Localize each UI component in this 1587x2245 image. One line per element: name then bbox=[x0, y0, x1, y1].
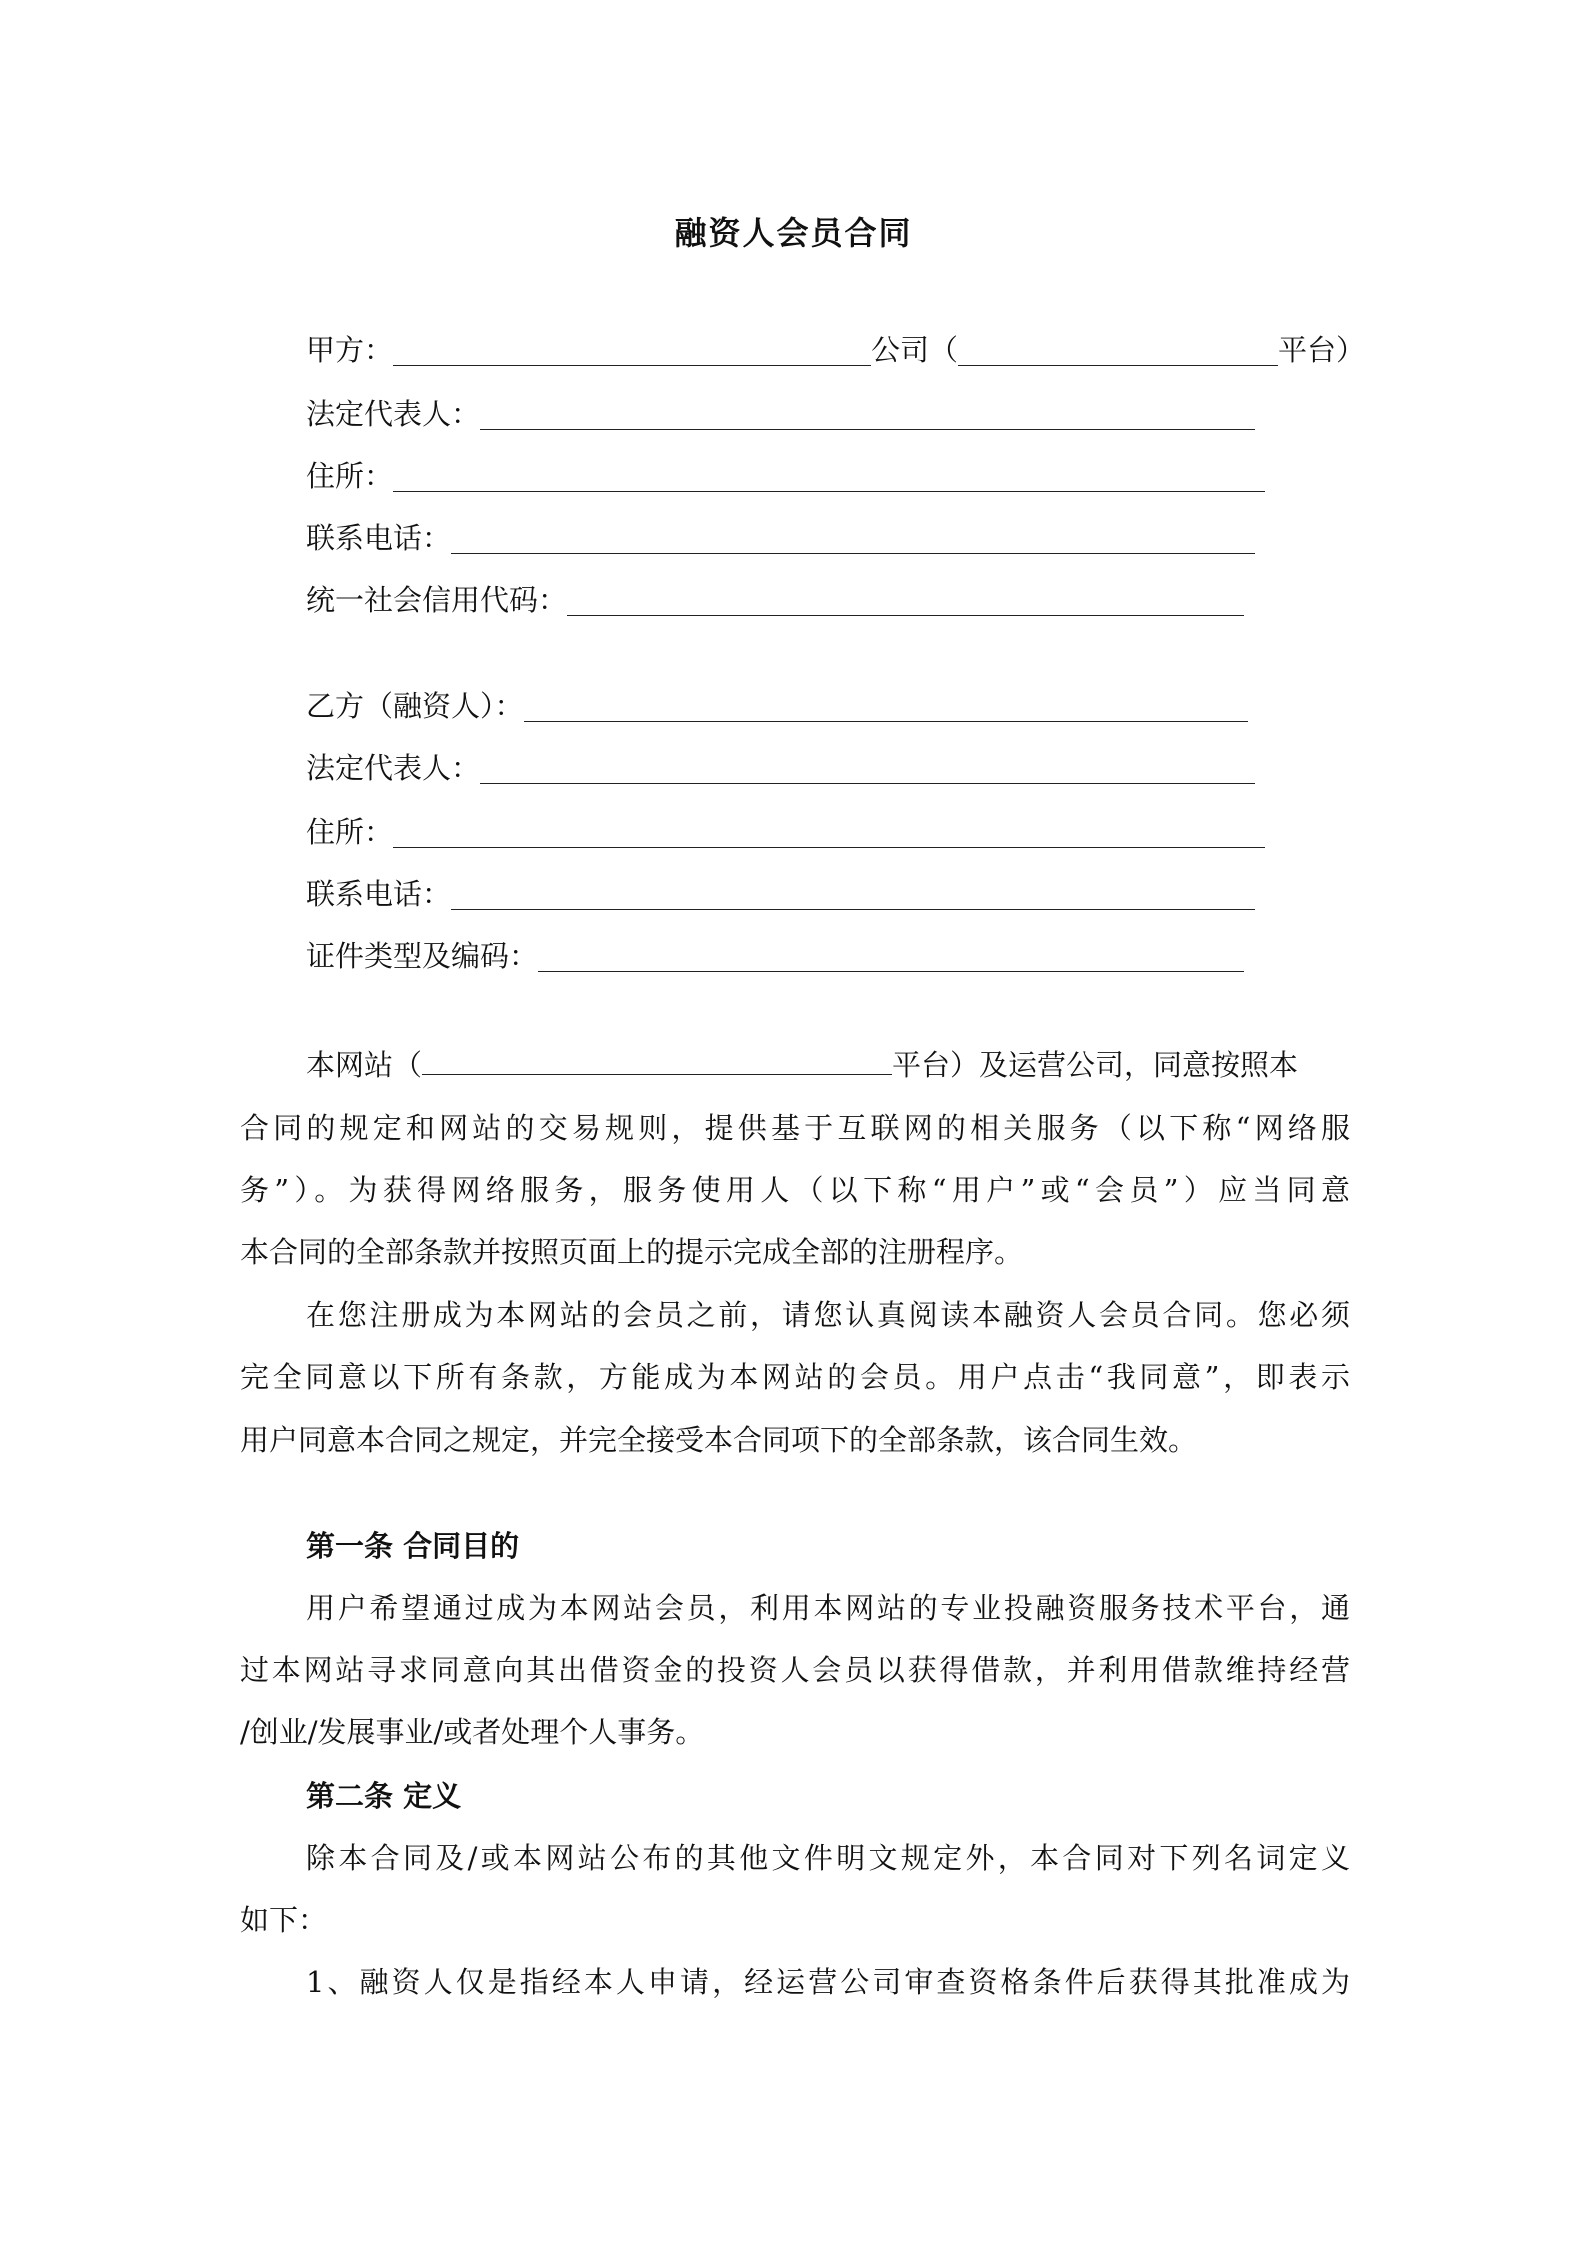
party-b-legal-rep-blank[interactable] bbox=[480, 753, 1255, 784]
party-a-platform-blank[interactable] bbox=[958, 335, 1278, 366]
party-b-legal-rep-label: 法定代表人： bbox=[306, 751, 481, 785]
party-a-phone-row bbox=[306, 518, 1255, 558]
party-a-phone-blank[interactable] bbox=[451, 523, 1255, 554]
intro-p2-line-2: 完全同意以下所有条款，方能成为本网站的会员。用户点击“我同意”，即表示 bbox=[240, 1360, 1350, 1394]
party-a-credit-code-blank[interactable] bbox=[567, 585, 1244, 616]
party-b-address-blank[interactable] bbox=[393, 817, 1265, 848]
intro-p2-line-3: 用户同意本合同之规定，并完全接受本合同项下的全部条款，该合同生效。 bbox=[240, 1423, 1198, 1457]
party-b-phone-blank[interactable] bbox=[451, 879, 1255, 910]
article-1-line-1: 用户希望通过成为本网站会员，利用本网站的专业投融资服务技术平台，通 bbox=[306, 1591, 1350, 1625]
article-2-line-3: 1、融资人仅是指经本人申请，经运营公司审查资格条件后获得其批准成为 bbox=[306, 1965, 1350, 1999]
article-2-line-1: 除本合同及/或本网站公布的其他文件明文规定外，本合同对下列名词定义 bbox=[306, 1841, 1350, 1875]
intro-line-2: 合同的规定和网站的交易规则，提供基于互联网的相关服务（以下称“网络服 bbox=[240, 1111, 1350, 1145]
document-title: 融资人会员合同 bbox=[674, 214, 913, 252]
intro-line-3: 务”）。为获得网络服务，服务使用人（以下称“用户”或“会员”）应当同意 bbox=[240, 1173, 1350, 1207]
intro-prefix: 本网站（ bbox=[306, 1048, 423, 1082]
article-1-heading: 第一条 合同目的 bbox=[306, 1529, 520, 1563]
intro-suffix: 平台）及运营公司，同意按照本 bbox=[892, 1048, 1299, 1082]
party-a-legal-rep-row bbox=[306, 394, 1255, 434]
party-a-row bbox=[306, 330, 1365, 370]
party-b-name-blank[interactable] bbox=[524, 691, 1248, 722]
party-b-name-row bbox=[306, 686, 1248, 726]
party-b-address-row bbox=[306, 812, 1265, 852]
party-b-id-blank[interactable] bbox=[538, 941, 1244, 972]
intro-platform-blank[interactable] bbox=[422, 1048, 892, 1075]
party-b-phone-row bbox=[306, 874, 1255, 914]
party-a-legal-rep-label: 法定代表人： bbox=[306, 397, 481, 431]
party-b-phone-label: 联系电话： bbox=[306, 877, 452, 911]
party-a-company-suffix: 公司（ bbox=[871, 333, 959, 367]
party-b-id-label: 证件类型及编码： bbox=[306, 939, 539, 973]
party-a-platform-suffix: 平台） bbox=[1278, 333, 1366, 367]
party-a-credit-code-label: 统一社会信用代码： bbox=[306, 583, 568, 617]
article-2-line-2: 如下： bbox=[240, 1903, 328, 1937]
intro-line-4: 本合同的全部条款并按照页面上的提示完成全部的注册程序。 bbox=[240, 1235, 1024, 1269]
party-a-address-label: 住所： bbox=[306, 459, 394, 493]
article-1-line-2: 过本网站寻求同意向其出借资金的投资人会员以获得借款，并利用借款维持经营 bbox=[240, 1653, 1350, 1687]
article-1-line-3: /创业/发展事业/或者处理个人事务。 bbox=[240, 1715, 705, 1749]
article-2-heading: 第二条 定义 bbox=[306, 1779, 462, 1813]
party-b-id-row bbox=[306, 936, 1244, 976]
party-a-address-blank[interactable] bbox=[393, 461, 1265, 492]
party-b-name-label: 乙方（融资人）： bbox=[306, 689, 524, 723]
intro-p2-line-1: 在您注册成为本网站的会员之前，请您认真阅读本融资人会员合同。您必须 bbox=[306, 1298, 1350, 1332]
party-a-company-blank[interactable] bbox=[393, 335, 871, 366]
party-a-legal-rep-blank[interactable] bbox=[480, 399, 1255, 430]
party-b-address-label: 住所： bbox=[306, 815, 394, 849]
party-a-address-row bbox=[306, 456, 1265, 496]
party-a-label: 甲方： bbox=[306, 333, 394, 367]
party-b-legal-rep-row bbox=[306, 748, 1255, 788]
party-a-credit-code-row bbox=[306, 580, 1244, 620]
intro-line-1 bbox=[306, 1045, 1350, 1085]
party-a-phone-label: 联系电话： bbox=[306, 521, 452, 555]
